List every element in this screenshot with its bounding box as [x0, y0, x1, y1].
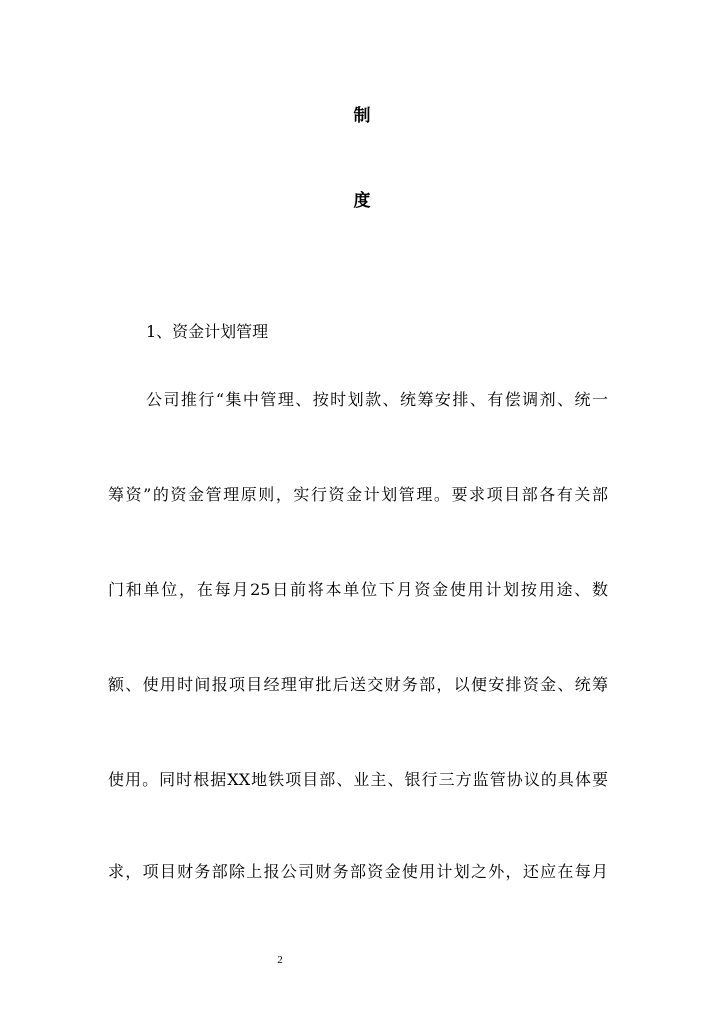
paragraph-line: 筹资”的资金管理原则，实行资金计划管理。要求项目部各有关部: [108, 485, 608, 504]
title-character-1: 制: [353, 106, 371, 126]
paragraph-line: 使用。同时根据XX地铁项目部、业主、银行三方监管协议的具体要: [108, 770, 608, 789]
paragraph-line: 额、使用时间报项目经理审批后送交财务部，以便安排资金、统筹: [108, 675, 608, 694]
page-number: 2: [277, 954, 283, 966]
section-heading: 1、资金计划管理: [146, 322, 269, 341]
title-character-2: 度: [353, 191, 371, 211]
paragraph-line: 求，项目财务部除上报公司财务部资金使用计划之外，还应在每月: [108, 862, 608, 881]
paragraph-line: 公司推行“集中管理、按时划款、统筹安排、有偿调剂、统一: [146, 390, 608, 409]
paragraph-line: 门和单位，在每月25日前将本单位下月资金使用计划按用途、数: [108, 580, 608, 599]
